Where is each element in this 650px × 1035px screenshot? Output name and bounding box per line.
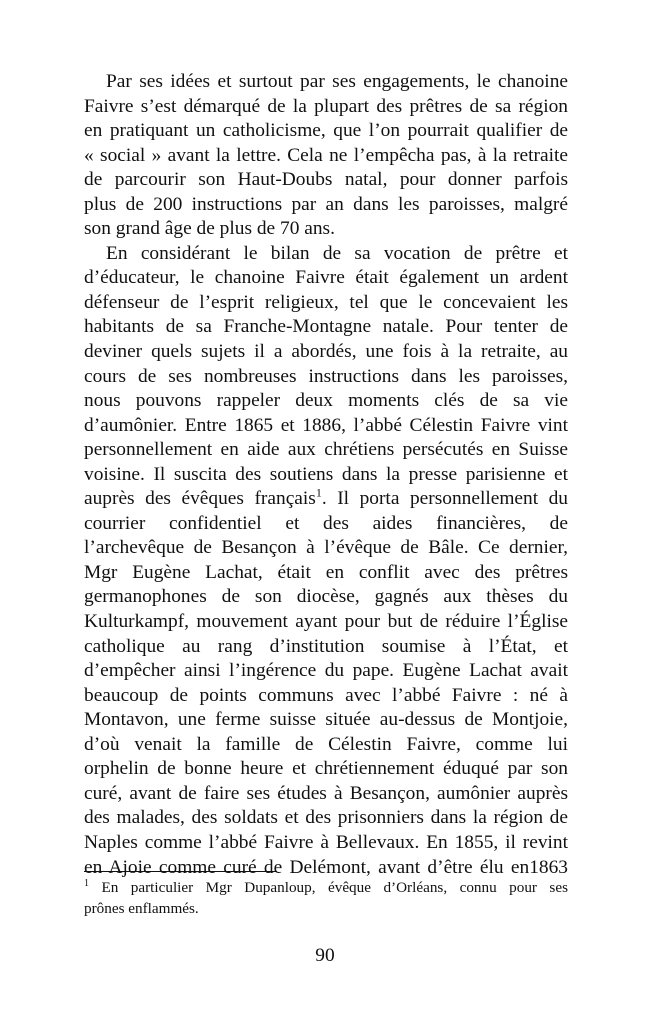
text-line: germanophones de son diocèse, gagnés aux thèses du [84,586,568,608]
text-line: curé, avant de faire ses études à Besançon, aumônier auprès [84,782,568,804]
footnote-line: prônes enflammés. [84,899,199,917]
footnote-marker: 1 [84,877,89,889]
footnote-text: En particulier Mgr Dupanloup, évêque d’Orléans, connu pour ses [101,879,568,896]
text-line: en Ajoie comme curé de Delémont, avant d’être élu en1863 [84,856,568,878]
text-line: en pratiquant un catholicisme, que l’on pourrait qualifier de [84,120,568,142]
text-line: courrier confidentiel et des aides financières, de [84,512,568,534]
text-line: d’empêcher ainsi l’ingérence du pape. Eugène Lachat avait [84,660,568,682]
text-line: cours de ses nombreuses instructions dans les paroisses, [84,365,568,387]
text-line: En considérant le bilan de sa vocation de prêtre et [106,242,568,264]
text-line: personnellement en aide aux chrétiens persécutés en Suisse [84,439,568,461]
text-line: de parcourir son Haut-Doubs natal, pour donner parfois [84,169,568,191]
footnote-reference[interactable]: 1 [315,485,322,500]
text-line: Montavon, une ferme suisse située au-dessus de Montjoie, [84,709,568,731]
text-line: l’archevêque de Besançon à l’évêque de Bâle. Ce dernier, [84,537,568,559]
page-number: 90 [315,945,335,966]
text-line: habitants de sa Franche-Montagne natale. Pour tenter de [84,316,568,338]
text-line: d’éducateur, le chanoine Faivre était également un ardent [84,267,568,289]
text-line: d’où venait la famille de Célestin Faivre, comme lui [84,733,568,755]
text-line: défenseur de l’esprit religieux, tel que le concevaient les [84,291,568,313]
text-line: Par ses idées et surtout par ses engagements, le chanoine [106,71,568,92]
footnote [84,878,568,919]
text-line: d’aumônier. Entre 1865 et 1886, l’abbé Célestin Faivre vint [84,414,568,436]
text-segment: auprès des évêques français [84,488,316,510]
footnote-line [84,878,568,899]
paragraph-2 [84,242,568,880]
text-line: Naples comme l’abbé Faivre à Bellevaux. En 1855, il revint [84,831,568,853]
text-line: plus de 200 instructions par an dans les paroisses, malgré [84,193,568,215]
text-line: nous pouvons rappeler deux moments clés de sa vie [84,390,568,412]
text-line: catholique au rang d’institution soumise à l’État, et [84,635,568,657]
text-line: beaucoup de points communs avec l’abbé Faivre : né à [84,684,568,706]
footnote-separator [84,871,277,872]
page-body [84,70,568,880]
text-line-with-footnote-ref [84,487,568,512]
paragraph-1 [84,70,568,242]
text-line: Faivre s’est démarqué de la plupart des prêtres de sa région [84,95,568,117]
text-line: « social » avant la lettre. Cela ne l’empêcha pas, à la retraite [84,144,568,166]
text-line: Mgr Eugène Lachat, était en conflit avec des prêtres [84,561,568,583]
text-line: orphelin de bonne heure et chrétiennement éduqué par son [84,758,568,780]
text-line: voisine. Il suscita des soutiens dans la presse parisienne et [84,463,568,485]
text-line: des malades, des soldats et des prisonniers dans la région de [84,807,568,829]
text-line: deviner quels sujets il a abordés, une fois à la retraite, au [84,341,568,363]
text-segment: . Il porta personnellement du [321,488,569,510]
text-line: Kulturkampf, mouvement ayant pour but de réduire l’Église [84,611,568,633]
text-line: son grand âge de plus de 70 ans. [84,218,335,240]
